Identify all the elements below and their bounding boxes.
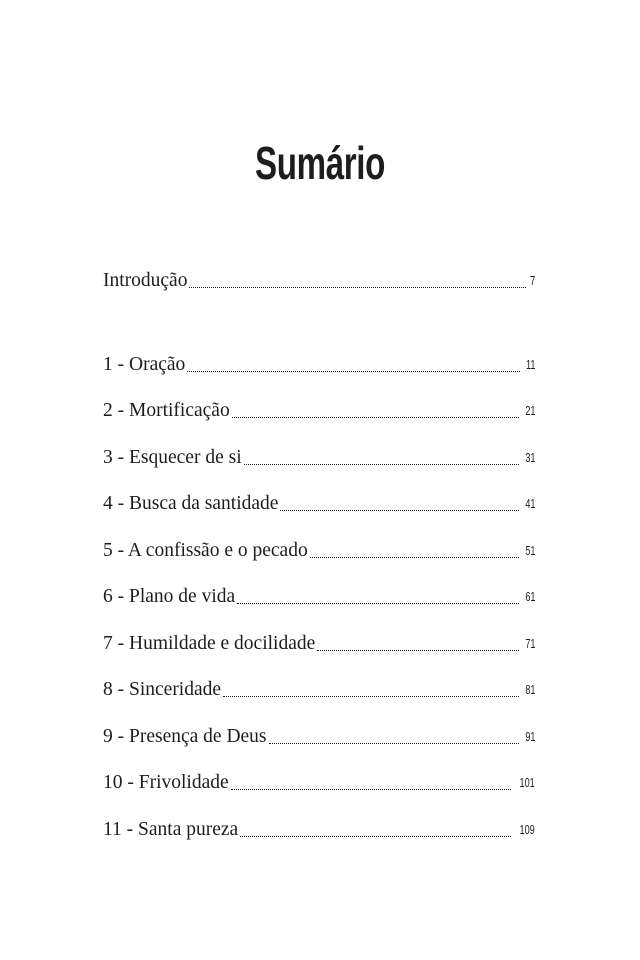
- dot-leader: [223, 696, 518, 697]
- dot-leader: [187, 371, 519, 372]
- toc-entry-label: 11 - Santa pureza: [103, 819, 239, 840]
- toc-entry-chapter-1[interactable]: [103, 350, 535, 376]
- dot-leader: [231, 789, 512, 790]
- toc-entry-page: 81: [524, 682, 535, 697]
- dot-leader: [269, 743, 519, 744]
- toc-entry-chapter-11[interactable]: [103, 815, 535, 841]
- toc-entry-label: 4 - Busca da santidade: [103, 493, 279, 514]
- toc-entry-chapter-9[interactable]: [103, 722, 535, 748]
- toc-entry-page: 61: [524, 589, 535, 604]
- toc-entry-chapter-7[interactable]: [103, 629, 535, 655]
- toc-entry-chapter-8[interactable]: [103, 675, 535, 701]
- toc-entry-page: 101: [519, 775, 535, 790]
- toc-entry-page: 51: [524, 543, 535, 558]
- toc-entry-chapter-4[interactable]: [103, 489, 535, 515]
- toc-entry-label: 6 - Plano de vida: [103, 586, 236, 607]
- page-title: Sumário: [254, 136, 385, 189]
- toc-entry-chapter-5[interactable]: [103, 536, 535, 562]
- toc-entry-label: Introdução: [103, 270, 188, 291]
- dot-leader: [240, 836, 511, 837]
- toc-entry-page: 21: [524, 403, 535, 418]
- toc-entry-chapter-10[interactable]: [103, 768, 535, 794]
- dot-leader: [280, 510, 518, 511]
- dot-leader: [237, 603, 518, 604]
- toc-entry-label: 10 - Frivolidade: [103, 772, 229, 793]
- toc-entry-label: 8 - Sinceridade: [103, 679, 222, 700]
- toc-entry-label: 9 - Presença de Deus: [103, 726, 267, 747]
- toc-entry-chapter-3[interactable]: [103, 443, 535, 469]
- toc-entry-page: 91: [524, 729, 535, 744]
- dot-leader: [189, 287, 525, 288]
- dot-leader: [232, 417, 519, 418]
- toc-entry-page: 109: [519, 822, 535, 837]
- toc-entry-introduction[interactable]: [103, 266, 535, 292]
- dot-leader: [244, 464, 519, 465]
- toc-entry-chapter-6[interactable]: [103, 582, 535, 608]
- toc-entry-page: 31: [524, 450, 535, 465]
- toc-entry-label: 3 - Esquecer de si: [103, 447, 242, 468]
- toc-entry-page: 11: [525, 357, 535, 372]
- toc-entry-page: 71: [524, 636, 535, 651]
- toc-entry-label: 5 - A confissão e o pecado: [103, 540, 308, 561]
- toc-entry-chapter-2[interactable]: [103, 396, 535, 422]
- dot-leader: [310, 557, 519, 558]
- toc-entry-label: 2 - Mortificação: [103, 400, 230, 421]
- toc-entry-label: 7 - Humildade e docilidade: [103, 633, 316, 654]
- toc-entry-page: 7: [529, 273, 535, 288]
- dot-leader: [317, 650, 518, 651]
- toc-entry-page: 41: [524, 496, 535, 511]
- toc-entry-label: 1 - Oração: [103, 354, 186, 375]
